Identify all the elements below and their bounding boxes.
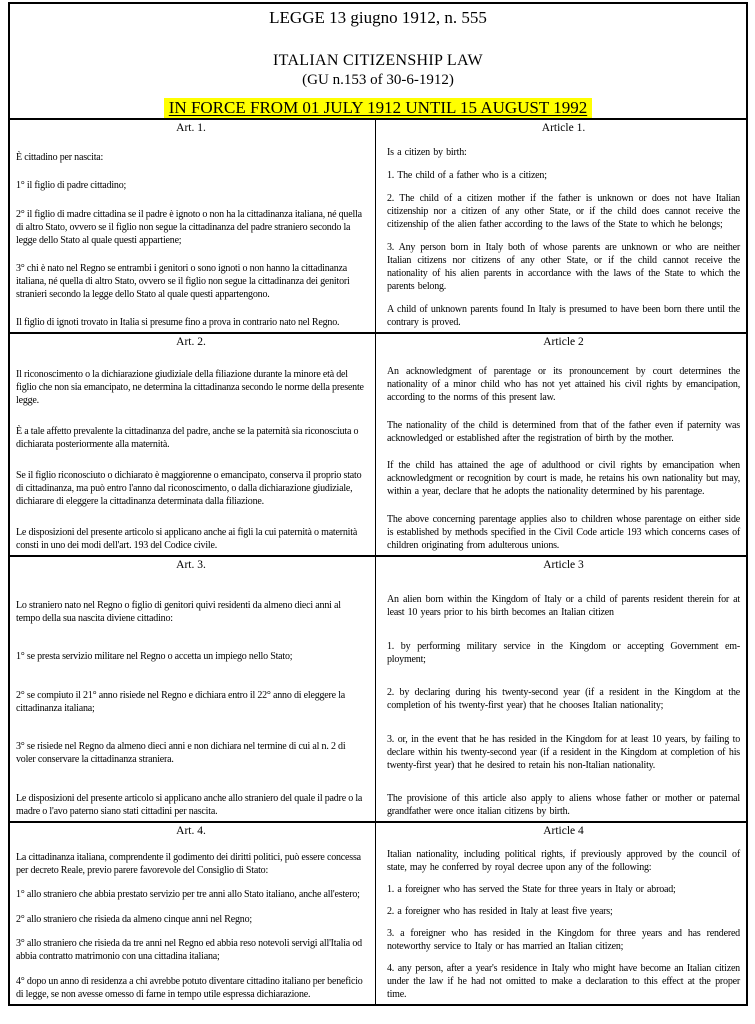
article-paragraph: The above concerning parentage applies also to children whose parentage on either side is established by methods specified in the Civil Code article 193 which concerns cases of children originating from adulterous unions. — [387, 514, 740, 551]
article-2-english-title: Article 2 — [543, 336, 584, 348]
article-paragraph: 3° se risiede nel Regno da almeno dieci anni e non dichiara nel termine di cui al n. 2 di voler conservare la cittadinanza straniera. — [16, 741, 346, 766]
article-paragraph: 3. Any person born in Italy both of whose parents are unknown or who are neither Italian citizens nor citizens of any other State, or if the child cannot receive the nationality of his alien parents in accordance with the laws of the State to which the parents belong. — [387, 242, 740, 292]
article-paragraph: 3° chi è nato nel Regno se entrambi i genitori o sono ignoti o non hanno la cittadinanza italiana, né quella di altro Stato, ovvero se il figlio non segue la cittadinanza dei genitori stranieri secondo la legge dello Stato al quale questi appartengono. — [16, 262, 350, 300]
article-paragraph: 4. any person, after a year's residence in Italy who might have become an Italian citizen under the law if he had not omitted to make a declaration to this effect at the proper time. — [387, 963, 740, 1000]
article-2-italian-cell — [10, 334, 376, 555]
article-paragraph: Il figlio di ignoti trovato in Italia si presume fino a prova in contrario nato nel Regno. — [16, 316, 340, 328]
article-1-english-title: Article 1. — [541, 122, 586, 134]
article-paragraph: La cittadinanza italiana, comprendente il godimento dei diritti politici, può essere concessa per decreto Reale, previo parere favorevole del Consiglio di Stato: — [16, 851, 361, 876]
article-3-section — [10, 557, 746, 823]
article-paragraph: Le disposizioni del presente articolo si applicano anche allo straniero del quale il padre o la madre o l'avo paterno siano stati cittadini per nascita. — [16, 792, 363, 817]
article-paragraph: Il riconoscimento o la dichiarazione giudiziale della filiazione durante la minore età del figlio che non sia emancipato, ne determina la cittadinanza secondo le norme della presente legge. — [16, 369, 364, 406]
article-paragraph: 1° allo straniero che abbia prestato servizio per tre anni allo Stato italiano, anche all'estero; — [16, 889, 360, 901]
article-4-italian-title: Art. 4. — [176, 825, 206, 837]
in-force-banner: IN FORCE FROM 01 JULY 1912 UNTIL 15 AUGUST 1992 — [164, 98, 592, 118]
article-3-italian-cell — [10, 557, 376, 821]
in-force-banner-row — [10, 98, 746, 118]
article-2-english-cell — [376, 334, 746, 555]
article-paragraph: 1° se presta servizio militare nel Regno o accetta un impiego nello Stato; — [16, 651, 293, 663]
article-paragraph: 2. a foreigner who has resided in Italy at least five years; — [387, 906, 613, 917]
article-paragraph: È cittadino per nascita: — [16, 152, 104, 164]
gazette-reference: (GU n.153 of 30-6-1912) — [302, 72, 454, 88]
law-document-table — [8, 2, 748, 1006]
article-paragraph: 3. a foreigner who has resided in the Kingdom for three years and has rendered noteworthy service to Italy or has married an Italian citizen; — [387, 928, 740, 952]
article-2-italian-title: Art. 2. — [176, 336, 206, 348]
article-4-italian-cell — [10, 823, 376, 1004]
article-paragraph: 4° dopo un anno di residenza a chi avrebbe potuto diventare cittadino italiano per beneficio di legge, se non avesse omesso di farne in tempo utile espressa dichiarazione. — [16, 975, 363, 1000]
article-1-english-cell — [376, 120, 746, 332]
article-paragraph: A child of unknown parents found In Italy is presumed to have been born there until the contrary is proved. — [387, 304, 740, 328]
article-4-english-title: Article 4 — [543, 825, 584, 837]
article-paragraph: Le disposizioni del presente articolo si applicano anche ai figli la cui paternità o maternità consti in uno dei modi dell'art. 193 del Codice civile. — [16, 527, 358, 551]
article-3-italian-title: Art. 3. — [176, 559, 206, 571]
article-paragraph: È a tale affetto prevalente la cittadinanza del padre, anche se la paternità sia riconosciuta o dichiarata posteriormente alla maternità. — [16, 426, 359, 450]
article-paragraph: Italian nationality, including political rights, if previously approved by the council of state, may he conferred by royal decree upon any of the following: — [387, 849, 740, 873]
article-2-section — [10, 334, 746, 557]
article-paragraph: The provisione of this article also apply to aliens whose father or mother or paternal grandfather were once italian citizens by birth. — [387, 792, 740, 817]
article-paragraph: 2. by declaring during his twenty-second year (if a resident in the Kingdom at the completion of his twenty-first year) that he chooses Italian nationality; — [387, 687, 740, 712]
article-1-italian-cell — [10, 120, 376, 332]
article-4-section — [10, 823, 746, 1004]
article-paragraph: An alien born within the Kingdom of Italy or a child of parents resident therein for at least 10 years prior to his birth becomes an Italian citizen — [387, 594, 740, 619]
article-1-italian-title: Art. 1. — [176, 122, 206, 134]
article-paragraph: 3. or, in the event that he has resided in the Kingdom for at least 10 years, by failing to declare within his twenty-second year (if a resident in the Kingdom at completion of his twenty-first year) that he desired to retain his non-Italian nationality. — [387, 733, 740, 771]
article-paragraph: Se il figlio riconosciuto o dichiarato è maggiorenne o emancipato, conserva il proprio stato di cittadinanza, ma può entro l'anno dal riconoscimento, o dalla dichiarazione giudiziale, dichiarare di eleggere la cittadinanza determinata dalla filiazione. — [16, 470, 362, 507]
article-paragraph: The nationality of the child is determined from that of the father even if paternity was acknowledged or established after the registration of birth by the mother. — [387, 419, 740, 444]
document-header — [10, 4, 746, 120]
article-paragraph: 1. The child of a father who is a citizen; — [387, 170, 547, 181]
article-1-section — [10, 120, 746, 334]
article-paragraph: 2° se compiuto il 21° anno risiede nel Regno e dichiara entro il 22° anno di eleggere la cittadinanza italiana; — [16, 689, 346, 714]
article-paragraph: 2° allo straniero che risieda da almeno cinque anni nel Regno; — [16, 913, 252, 925]
article-3-english-title: Article 3 — [543, 559, 584, 571]
law-subtitle: ITALIAN CITIZENSHIP LAW — [273, 52, 483, 69]
article-paragraph: 2° il figlio di madre cittadina se il padre è ignoto o non ha la cittadinanza italiana, né quella di altro Stato, ovvero se il figlio non segue la cittadinanza del padre straniero secondo la legge dello Stato al quale questi appartiene; — [16, 208, 362, 246]
article-paragraph: An acknowledgment of parentage or its pronouncement by court determines the nationality of a minor child who has not yet attained his civil rights by emancipation, according to the norms of this present law. — [387, 365, 740, 403]
article-3-english-cell — [376, 557, 746, 821]
article-paragraph: 1° il figlio di padre cittadino; — [16, 180, 127, 192]
article-paragraph: 3° allo straniero che risieda da tre anni nel Regno ed abbia reso notevoli servigi all'Italia od abbia contratto matrimonio con una cittadina italiana; — [16, 938, 362, 963]
article-paragraph: 2. The child of a citizen mother if the father is unknown or does not have Italian citizenship nor a citizen of any other State, or if the child does cannot receive the citizenship of the alien father according to the laws of the State to which he belongs; — [387, 193, 740, 230]
article-paragraph: If the child has attained the age of adulthood or civil rights by emancipation when acknowledgment or recognition by court is made, he retains his own nationality but may, within a year, declare that he adopts the nationality determined by his parentage. — [387, 460, 740, 498]
article-paragraph: 1. by performing military service in the Kingdom or accepting Government em-ployment; — [387, 640, 740, 665]
article-paragraph: Lo straniero nato nel Regno o figlio di genitori quivi residenti da almeno dieci anni al tempo della sua nascita diviene cittadino: — [16, 599, 341, 624]
law-title: LEGGE 13 giugno 1912, n. 555 — [269, 8, 487, 27]
article-paragraph: 1. a foreigner who has served the State for three years in Italy or abroad; — [387, 884, 676, 895]
article-sections — [10, 120, 746, 1004]
article-4-english-cell — [376, 823, 746, 1004]
article-paragraph: Is a citizen by birth: — [387, 147, 467, 158]
